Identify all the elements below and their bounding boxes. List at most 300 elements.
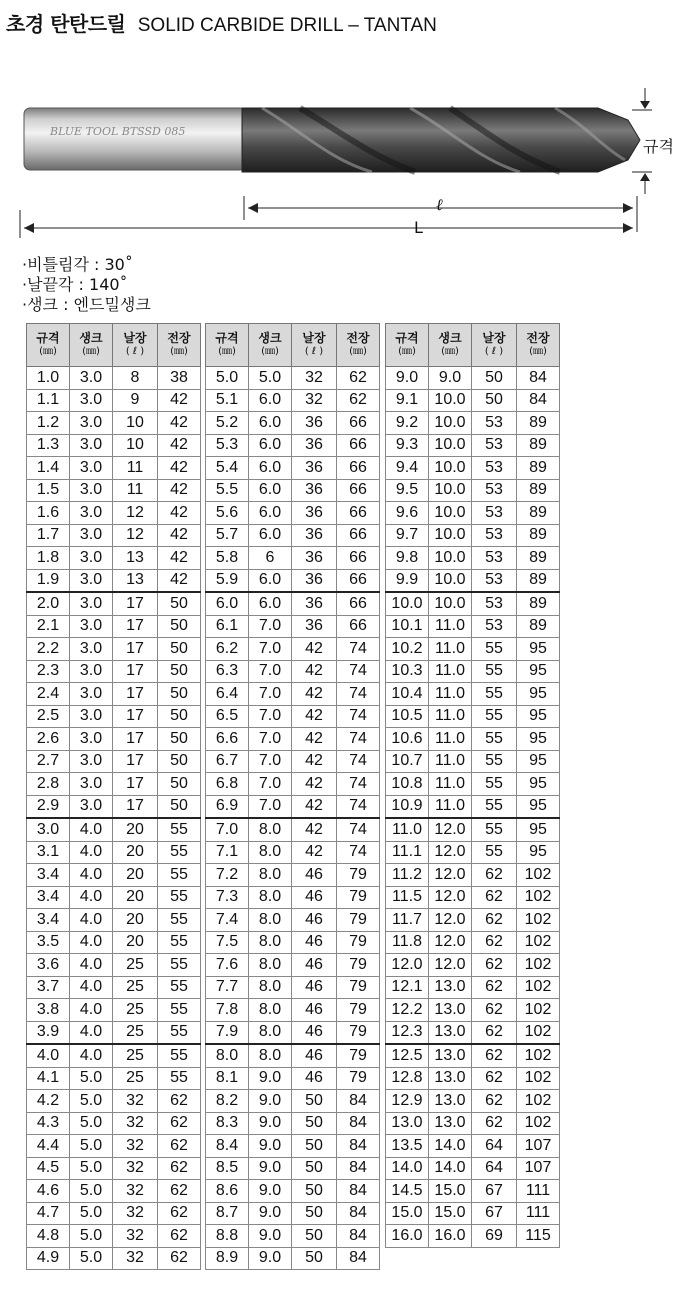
cell-shank: 5.0 [70, 1112, 113, 1135]
cell-shank: 9.0 [249, 1202, 292, 1225]
cell-total-length: 74 [337, 638, 380, 661]
header-label: 규격 [36, 331, 60, 345]
cell-size: 10.5 [386, 705, 429, 728]
table-row [386, 886, 560, 909]
cell-shank: 7.0 [249, 705, 292, 728]
cell-flute-length: 55 [472, 841, 517, 864]
cell-shank: 12.0 [429, 931, 472, 954]
header-unit: ( ℓ ) [484, 346, 504, 357]
cell-shank: 3.0 [70, 773, 113, 796]
cell-shank: 3.0 [70, 615, 113, 638]
cell-total-length: 95 [517, 705, 560, 728]
cell-shank: 3.0 [70, 569, 113, 592]
cell-size: 13.0 [386, 1112, 429, 1135]
table-row [386, 660, 560, 683]
cell-shank: 5.0 [249, 367, 292, 390]
cell-total-length: 111 [517, 1180, 560, 1203]
cell-size: 8.2 [206, 1090, 249, 1113]
cell-size: 5.6 [206, 502, 249, 525]
cell-total-length: 95 [517, 660, 560, 683]
cell-size: 11.7 [386, 909, 429, 932]
cell-flute-length: 17 [113, 795, 158, 818]
cell-flute-length: 25 [113, 954, 158, 977]
cell-size: 3.5 [27, 931, 70, 954]
cell-shank: 7.0 [249, 750, 292, 773]
cell-flute-length: 50 [292, 1157, 337, 1180]
cell-shank: 3.0 [70, 750, 113, 773]
cell-shank: 13.0 [429, 1021, 472, 1044]
cell-size: 7.1 [206, 841, 249, 864]
cell-size: 3.6 [27, 954, 70, 977]
table-row [386, 750, 560, 773]
cell-shank: 3.0 [70, 502, 113, 525]
cell-flute-length: 50 [292, 1180, 337, 1203]
cell-total-length: 42 [158, 412, 201, 435]
table-row [386, 909, 560, 932]
cell-shank: 4.0 [70, 999, 113, 1022]
header-shank [70, 324, 113, 367]
cell-shank: 15.0 [429, 1202, 472, 1225]
cell-size: 3.4 [27, 909, 70, 932]
cell-size: 3.7 [27, 976, 70, 999]
cell-shank: 13.0 [429, 1044, 472, 1067]
cell-size: 6.9 [206, 795, 249, 818]
cell-total-length: 55 [158, 841, 201, 864]
table-row [27, 705, 201, 728]
cell-shank: 12.0 [429, 954, 472, 977]
cell-total-length: 84 [337, 1247, 380, 1270]
cell-total-length: 89 [517, 412, 560, 435]
cell-flute-length: 36 [292, 592, 337, 615]
size-dimension-label: 규격 [643, 137, 674, 156]
cell-shank: 8.0 [249, 931, 292, 954]
cell-flute-length: 36 [292, 457, 337, 480]
header-label: 생크 [258, 331, 282, 345]
cell-shank: 8.0 [249, 864, 292, 887]
cell-shank: 4.0 [70, 1021, 113, 1044]
cell-flute-length: 17 [113, 615, 158, 638]
cell-flute-length: 62 [472, 999, 517, 1022]
flute-length-dimension [244, 195, 637, 232]
cell-total-length: 42 [158, 569, 201, 592]
cell-total-length: 66 [337, 502, 380, 525]
cell-total-length: 111 [517, 1202, 560, 1225]
cell-flute-length: 55 [472, 660, 517, 683]
table-row [386, 615, 560, 638]
cell-shank: 11.0 [429, 660, 472, 683]
table-row [27, 1067, 201, 1090]
cell-flute-length: 53 [472, 502, 517, 525]
cell-size: 6.8 [206, 773, 249, 796]
cell-size: 3.9 [27, 1021, 70, 1044]
cell-total-length: 62 [158, 1135, 201, 1158]
cell-flute-length: 10 [113, 434, 158, 457]
cell-shank: 9.0 [429, 367, 472, 390]
table-row [386, 1067, 560, 1090]
cell-shank: 10.0 [429, 434, 472, 457]
cell-shank: 8.0 [249, 909, 292, 932]
cell-flute-length: 50 [472, 389, 517, 412]
table-row [206, 1157, 380, 1180]
cell-total-length: 89 [517, 569, 560, 592]
cell-size: 4.6 [27, 1180, 70, 1203]
cell-shank: 12.0 [429, 841, 472, 864]
cell-flute-length: 32 [113, 1157, 158, 1180]
header-label: 전장 [167, 331, 191, 345]
table-row [27, 1247, 201, 1270]
cell-total-length: 79 [337, 1044, 380, 1067]
cell-total-length: 66 [337, 412, 380, 435]
cell-size: 2.2 [27, 638, 70, 661]
cell-flute-length: 13 [113, 547, 158, 570]
cell-size: 9.8 [386, 547, 429, 570]
cell-size: 10.6 [386, 728, 429, 751]
header-unit: (㎜) [261, 346, 279, 357]
cell-flute-length: 50 [292, 1090, 337, 1113]
cell-total-length: 95 [517, 841, 560, 864]
cell-total-length: 74 [337, 683, 380, 706]
cell-size: 6.6 [206, 728, 249, 751]
table-row [27, 841, 201, 864]
cell-total-length: 102 [517, 931, 560, 954]
table-row [206, 1247, 380, 1270]
cell-size: 9.7 [386, 524, 429, 547]
cell-size: 3.1 [27, 841, 70, 864]
cell-flute-length: 62 [472, 931, 517, 954]
cell-shank: 7.0 [249, 638, 292, 661]
title-korean: 초경 탄탄드릴 [6, 12, 126, 36]
table-row [27, 886, 201, 909]
cell-size: 12.0 [386, 954, 429, 977]
cell-total-length: 62 [158, 1090, 201, 1113]
cell-total-length: 42 [158, 524, 201, 547]
table-row [386, 502, 560, 525]
cell-shank: 10.0 [429, 569, 472, 592]
table-row [386, 999, 560, 1022]
table-row [386, 638, 560, 661]
cell-size: 4.0 [27, 1044, 70, 1067]
table-row [27, 1180, 201, 1203]
table-row [206, 389, 380, 412]
cell-size: 1.7 [27, 524, 70, 547]
table-row [27, 479, 201, 502]
cell-total-length: 84 [337, 1180, 380, 1203]
header-unit: (㎜) [39, 346, 57, 357]
drill-flute [242, 108, 640, 172]
cell-size: 6.4 [206, 683, 249, 706]
table-row [206, 773, 380, 796]
cell-flute-length: 46 [292, 1067, 337, 1090]
cell-total-length: 102 [517, 886, 560, 909]
cell-total-length: 66 [337, 434, 380, 457]
cell-total-length: 50 [158, 615, 201, 638]
cell-flute-length: 50 [292, 1202, 337, 1225]
header-label: 규격 [395, 331, 419, 345]
cell-flute-length: 25 [113, 1067, 158, 1090]
table-row [386, 1157, 560, 1180]
cell-size: 8.6 [206, 1180, 249, 1203]
table-row [206, 999, 380, 1022]
cell-shank: 11.0 [429, 773, 472, 796]
header-label: 날장 [482, 331, 506, 345]
header-label: 전장 [526, 331, 550, 345]
cell-shank: 10.0 [429, 479, 472, 502]
cell-size: 4.2 [27, 1090, 70, 1113]
cell-total-length: 95 [517, 638, 560, 661]
cell-total-length: 84 [337, 1112, 380, 1135]
cell-flute-length: 20 [113, 818, 158, 841]
cell-shank: 5.0 [70, 1157, 113, 1180]
total-length-label: L [414, 218, 423, 237]
cell-flute-length: 36 [292, 524, 337, 547]
cell-size: 4.3 [27, 1112, 70, 1135]
cell-shank: 4.0 [70, 909, 113, 932]
cell-shank: 5.0 [70, 1180, 113, 1203]
cell-total-length: 66 [337, 592, 380, 615]
cell-total-length: 42 [158, 547, 201, 570]
cell-flute-length: 46 [292, 976, 337, 999]
cell-flute-length: 36 [292, 547, 337, 570]
cell-shank: 3.0 [70, 524, 113, 547]
cell-total-length: 79 [337, 931, 380, 954]
cell-shank: 6.0 [249, 524, 292, 547]
cell-shank: 11.0 [429, 705, 472, 728]
cell-size: 10.9 [386, 795, 429, 818]
table-row [206, 1067, 380, 1090]
cell-shank: 10.0 [429, 457, 472, 480]
cell-total-length: 79 [337, 976, 380, 999]
cell-shank: 8.0 [249, 818, 292, 841]
cell-size: 10.7 [386, 750, 429, 773]
header-total-length [158, 324, 201, 367]
header-shank [429, 324, 472, 367]
table-row [27, 728, 201, 751]
cell-flute-length: 20 [113, 886, 158, 909]
cell-total-length: 55 [158, 864, 201, 887]
cell-size: 2.6 [27, 728, 70, 751]
cell-flute-length: 50 [472, 367, 517, 390]
cell-shank: 8.0 [249, 954, 292, 977]
cell-size: 9.5 [386, 479, 429, 502]
cell-total-length: 84 [337, 1202, 380, 1225]
cell-flute-length: 62 [472, 954, 517, 977]
cell-size: 12.5 [386, 1044, 429, 1067]
cell-size: 5.8 [206, 547, 249, 570]
table-row [27, 999, 201, 1022]
cell-total-length: 50 [158, 773, 201, 796]
cell-flute-length: 62 [472, 864, 517, 887]
cell-flute-length: 62 [472, 976, 517, 999]
cell-shank: 6.0 [249, 434, 292, 457]
cell-shank: 4.0 [70, 841, 113, 864]
cell-flute-length: 53 [472, 592, 517, 615]
table-row [27, 909, 201, 932]
cell-size: 4.7 [27, 1202, 70, 1225]
cell-flute-length: 46 [292, 864, 337, 887]
cell-shank: 15.0 [429, 1180, 472, 1203]
cell-total-length: 102 [517, 1067, 560, 1090]
table-row [386, 434, 560, 457]
cell-flute-length: 62 [472, 1067, 517, 1090]
cell-size: 1.5 [27, 479, 70, 502]
cell-shank: 6.0 [249, 457, 292, 480]
cell-size: 5.2 [206, 412, 249, 435]
cell-flute-length: 32 [113, 1225, 158, 1248]
cell-shank: 8.0 [249, 841, 292, 864]
spec-shank-type: ·생크 : 엔드밀생크 [22, 295, 151, 314]
cell-total-length: 62 [337, 367, 380, 390]
cell-size: 8.1 [206, 1067, 249, 1090]
cell-flute-length: 36 [292, 479, 337, 502]
table-row [27, 931, 201, 954]
cell-flute-length: 11 [113, 479, 158, 502]
cell-shank: 7.0 [249, 773, 292, 796]
cell-size: 12.8 [386, 1067, 429, 1090]
cell-size: 11.8 [386, 931, 429, 954]
cell-total-length: 66 [337, 479, 380, 502]
cell-total-length: 42 [158, 479, 201, 502]
cell-flute-length: 55 [472, 773, 517, 796]
cell-flute-length: 9 [113, 389, 158, 412]
cell-size: 12.1 [386, 976, 429, 999]
table-row [386, 818, 560, 841]
cell-total-length: 102 [517, 976, 560, 999]
cell-total-length: 62 [158, 1112, 201, 1135]
table-row [386, 976, 560, 999]
cell-flute-length: 53 [472, 434, 517, 457]
cell-shank: 10.0 [429, 547, 472, 570]
cell-size: 3.4 [27, 886, 70, 909]
cell-flute-length: 17 [113, 592, 158, 615]
cell-flute-length: 42 [292, 773, 337, 796]
cell-size: 1.3 [27, 434, 70, 457]
cell-shank: 9.0 [249, 1157, 292, 1180]
cell-size: 11.0 [386, 818, 429, 841]
table-row [206, 728, 380, 751]
cell-total-length: 50 [158, 683, 201, 706]
cell-shank: 4.0 [70, 1044, 113, 1067]
cell-shank: 9.0 [249, 1135, 292, 1158]
cell-total-length: 102 [517, 864, 560, 887]
cell-flute-length: 13 [113, 569, 158, 592]
cell-total-length: 50 [158, 592, 201, 615]
cell-total-length: 50 [158, 728, 201, 751]
cell-shank: 13.0 [429, 1112, 472, 1135]
cell-flute-length: 42 [292, 750, 337, 773]
cell-flute-length: 25 [113, 1021, 158, 1044]
header-total-length [337, 324, 380, 367]
cell-flute-length: 42 [292, 818, 337, 841]
cell-flute-length: 53 [472, 479, 517, 502]
cell-shank: 11.0 [429, 615, 472, 638]
cell-shank: 9.0 [249, 1180, 292, 1203]
cell-flute-length: 62 [472, 886, 517, 909]
cell-size: 2.4 [27, 683, 70, 706]
cell-shank: 6 [249, 547, 292, 570]
cell-total-length: 84 [337, 1225, 380, 1248]
cell-shank: 5.0 [70, 1247, 113, 1270]
spec-list [22, 255, 151, 315]
cell-shank: 3.0 [70, 638, 113, 661]
cell-total-length: 50 [158, 750, 201, 773]
cell-total-length: 55 [158, 999, 201, 1022]
table-row [206, 412, 380, 435]
cell-shank: 5.0 [70, 1225, 113, 1248]
header-size [27, 324, 70, 367]
cell-flute-length: 42 [292, 728, 337, 751]
table-row [386, 795, 560, 818]
cell-flute-length: 53 [472, 412, 517, 435]
cell-flute-length: 46 [292, 1021, 337, 1044]
cell-flute-length: 50 [292, 1112, 337, 1135]
cell-total-length: 79 [337, 909, 380, 932]
header-unit: (㎜) [441, 346, 459, 357]
cell-total-length: 95 [517, 683, 560, 706]
cell-shank: 3.0 [70, 683, 113, 706]
cell-flute-length: 32 [113, 1112, 158, 1135]
header-label: 전장 [346, 331, 370, 345]
cell-total-length: 89 [517, 592, 560, 615]
cell-total-length: 89 [517, 479, 560, 502]
cell-shank: 12.0 [429, 886, 472, 909]
cell-shank: 11.0 [429, 638, 472, 661]
cell-total-length: 95 [517, 750, 560, 773]
cell-total-length: 95 [517, 728, 560, 751]
table-row [27, 1202, 201, 1225]
table-row [386, 728, 560, 751]
cell-shank: 4.0 [70, 976, 113, 999]
cell-flute-length: 12 [113, 524, 158, 547]
cell-size: 7.8 [206, 999, 249, 1022]
cell-size: 1.6 [27, 502, 70, 525]
cell-flute-length: 50 [292, 1135, 337, 1158]
cell-total-length: 55 [158, 954, 201, 977]
cell-total-length: 55 [158, 976, 201, 999]
cell-shank: 13.0 [429, 1067, 472, 1090]
table-row [206, 1021, 380, 1044]
cell-flute-length: 42 [292, 795, 337, 818]
cell-flute-length: 50 [292, 1225, 337, 1248]
table-row [386, 1044, 560, 1067]
cell-flute-length: 10 [113, 412, 158, 435]
table-row [386, 931, 560, 954]
cell-size: 11.1 [386, 841, 429, 864]
cell-flute-length: 55 [472, 705, 517, 728]
cell-size: 6.3 [206, 660, 249, 683]
cell-flute-length: 46 [292, 886, 337, 909]
cell-size: 13.5 [386, 1135, 429, 1158]
table-row [206, 1112, 380, 1135]
cell-shank: 7.0 [249, 728, 292, 751]
cell-size: 3.8 [27, 999, 70, 1022]
cell-flute-length: 53 [472, 524, 517, 547]
cell-size: 7.5 [206, 931, 249, 954]
table-row [206, 660, 380, 683]
cell-flute-length: 36 [292, 502, 337, 525]
cell-shank: 7.0 [249, 660, 292, 683]
cell-size: 1.0 [27, 367, 70, 390]
table-row [386, 524, 560, 547]
cell-flute-length: 36 [292, 569, 337, 592]
cell-total-length: 79 [337, 999, 380, 1022]
cell-shank: 3.0 [70, 457, 113, 480]
cell-flute-length: 46 [292, 1044, 337, 1067]
cell-total-length: 55 [158, 886, 201, 909]
cell-size: 12.9 [386, 1090, 429, 1113]
cell-flute-length: 36 [292, 615, 337, 638]
cell-size: 9.6 [386, 502, 429, 525]
table-row [386, 1021, 560, 1044]
